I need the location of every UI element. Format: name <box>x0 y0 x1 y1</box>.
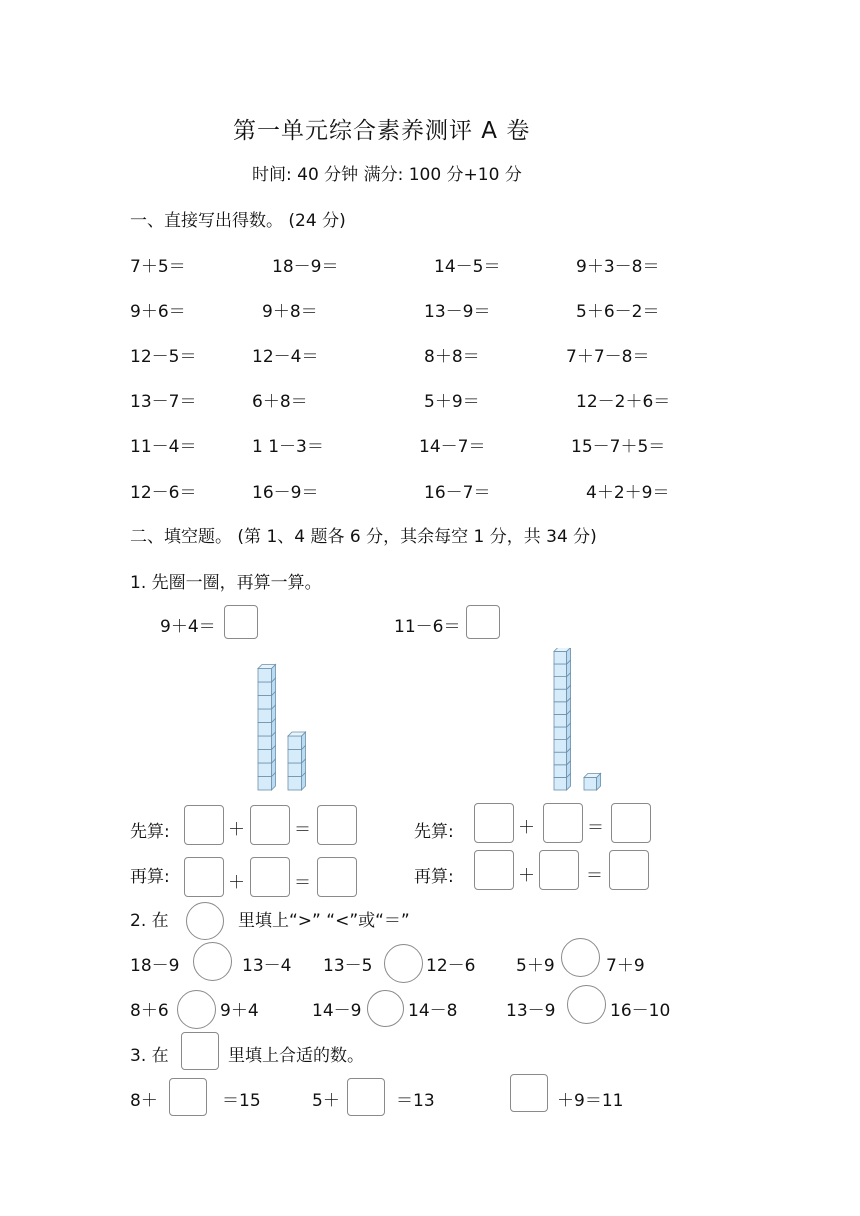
q2-prompt-post: 里填上“>” “<”或“＝” <box>238 911 410 931</box>
arith-item: 8＋8＝ <box>424 347 480 367</box>
fill-expr-pre: 8＋ <box>130 1091 158 1111</box>
section2-heading: 二、填空题。 (第 1、4 题各 6 分，其余每空 1 分，共 34 分) <box>130 527 597 547</box>
unit-cube <box>288 763 302 777</box>
plus-sign: ＋ <box>518 818 535 838</box>
arith-item: 9＋8＝ <box>262 302 318 322</box>
compare-expr: 5＋9 <box>516 956 555 976</box>
q1-left-answer-box[interactable] <box>224 605 258 639</box>
q1-then-box-3-left[interactable] <box>317 857 357 897</box>
unit-cube <box>258 750 272 764</box>
arith-item: 12－5＝ <box>130 347 197 367</box>
q1-then-box-1-right[interactable] <box>474 850 514 890</box>
section1-heading: 一、直接写出得数。 (24 分) <box>130 211 346 231</box>
unit-cube <box>258 709 272 723</box>
fill-blank-box[interactable] <box>347 1078 385 1116</box>
unit-cube <box>258 736 272 750</box>
unit-cube <box>258 777 272 791</box>
arith-item: 12－2＋6＝ <box>576 392 671 412</box>
cube-columns-left <box>250 660 320 795</box>
unit-cube <box>554 651 567 664</box>
unit-cube <box>554 664 567 677</box>
arith-item: 1 1－3＝ <box>252 437 324 457</box>
unit-cube <box>554 777 567 790</box>
q1-prompt: 1. 先圈一圈，再算一算。 <box>130 573 322 593</box>
fill-blank-box[interactable] <box>169 1078 207 1116</box>
arith-item: 7＋7－8＝ <box>566 347 650 367</box>
fill-expr-post: ＋9＝11 <box>557 1091 624 1111</box>
arith-item: 16－9＝ <box>252 483 319 503</box>
equals-sign: ＝ <box>294 873 311 893</box>
arith-item: 9＋3－8＝ <box>576 257 660 277</box>
unit-cube <box>288 736 302 750</box>
arith-item: 5＋9＝ <box>424 392 480 412</box>
q1-then-box-2-right[interactable] <box>539 850 579 890</box>
q2-sample-circle <box>186 902 224 940</box>
fill-blank-box[interactable] <box>510 1074 548 1112</box>
arith-item: 18－9＝ <box>272 257 339 277</box>
compare-expr: 18－9 <box>130 956 180 976</box>
compare-circle[interactable] <box>567 985 606 1024</box>
q1-then-box-1-left[interactable] <box>184 857 224 897</box>
compare-expr: 13－4 <box>242 956 292 976</box>
compare-circle[interactable] <box>561 938 600 977</box>
q1-right-answer-box[interactable] <box>466 605 500 639</box>
unit-cube <box>584 777 597 790</box>
q1-left-expr: 9＋4＝ <box>160 617 216 637</box>
compare-expr: 12－6 <box>426 956 476 976</box>
unit-cube <box>554 740 567 753</box>
compare-expr: 16－10 <box>610 1001 671 1021</box>
plus-sign: ＋ <box>228 820 245 840</box>
arith-item: 9＋6＝ <box>130 302 186 322</box>
unit-cube <box>554 714 567 727</box>
arith-item: 14－5＝ <box>434 257 501 277</box>
unit-cube <box>258 669 272 683</box>
unit-cube <box>554 677 567 690</box>
equals-sign: ＝ <box>294 820 311 840</box>
q3-prompt-post: 里填上合适的数。 <box>228 1046 364 1066</box>
q1-first-box-2-left[interactable] <box>250 805 290 845</box>
q1-then-label-right: 再算: <box>414 867 454 887</box>
unit-cube <box>554 765 567 778</box>
arith-item: 16－7＝ <box>424 483 491 503</box>
q1-then-box-3-right[interactable] <box>609 850 649 890</box>
unit-cube <box>258 696 272 710</box>
cube-columns-right <box>548 648 618 795</box>
q1-first-box-2-right[interactable] <box>543 803 583 843</box>
arith-item: 14－7＝ <box>419 437 486 457</box>
compare-expr: 13－9 <box>506 1001 556 1021</box>
arith-item: 11－4＝ <box>130 437 197 457</box>
arith-item: 4＋2＋9＝ <box>586 483 670 503</box>
compare-circle[interactable] <box>367 990 404 1027</box>
arith-item: 13－7＝ <box>130 392 197 412</box>
q1-first-box-1-left[interactable] <box>184 805 224 845</box>
q1-then-box-2-left[interactable] <box>250 857 290 897</box>
unit-cube <box>554 727 567 740</box>
plus-sign: ＋ <box>518 866 535 886</box>
q3-sample-box <box>181 1032 219 1070</box>
page-title: 第一单元综合素养测评 A 卷 <box>233 118 531 144</box>
arith-item: 7＋5＝ <box>130 257 186 277</box>
compare-expr: 8＋6 <box>130 1001 169 1021</box>
unit-cube <box>288 750 302 764</box>
compare-circle[interactable] <box>177 990 216 1029</box>
plus-sign: ＋ <box>228 873 245 893</box>
arith-item: 12－4＝ <box>252 347 319 367</box>
unit-cube <box>258 723 272 737</box>
arith-item: 12－6＝ <box>130 483 197 503</box>
fill-expr-post: ＝15 <box>222 1091 261 1111</box>
q2-prompt-pre: 2. 在 <box>130 911 169 931</box>
compare-expr: 13－5 <box>323 956 373 976</box>
q1-then-label-left: 再算: <box>130 867 170 887</box>
arith-item: 5＋6－2＝ <box>576 302 660 322</box>
q3-prompt-pre: 3. 在 <box>130 1046 169 1066</box>
equals-sign: ＝ <box>586 866 603 886</box>
q1-first-label-right: 先算: <box>414 822 454 842</box>
unit-cube <box>258 763 272 777</box>
compare-expr: 14－8 <box>408 1001 458 1021</box>
compare-circle[interactable] <box>193 942 232 981</box>
q1-first-box-1-right[interactable] <box>474 803 514 843</box>
compare-circle[interactable] <box>384 944 423 983</box>
unit-cube <box>288 777 302 791</box>
equals-sign: ＝ <box>587 818 604 838</box>
fill-expr-post: ＝13 <box>396 1091 435 1111</box>
exam-info: 时间: 40 分钟 满分: 100 分+10 分 <box>252 165 522 185</box>
unit-cube <box>258 682 272 696</box>
q1-first-box-3-left[interactable] <box>317 805 357 845</box>
unit-cube <box>554 752 567 765</box>
arith-item: 6＋8＝ <box>252 392 308 412</box>
unit-cube <box>554 702 567 715</box>
compare-expr: 14－9 <box>312 1001 362 1021</box>
fill-expr-pre: 5＋ <box>312 1091 340 1111</box>
compare-expr: 7＋9 <box>606 956 645 976</box>
q1-right-expr: 11－6＝ <box>394 617 461 637</box>
arith-item: 15－7＋5＝ <box>571 437 666 457</box>
compare-expr: 9＋4 <box>220 1001 259 1021</box>
q1-first-label-left: 先算: <box>130 822 170 842</box>
q1-first-box-3-right[interactable] <box>611 803 651 843</box>
unit-cube <box>554 689 567 702</box>
arith-item: 13－9＝ <box>424 302 491 322</box>
